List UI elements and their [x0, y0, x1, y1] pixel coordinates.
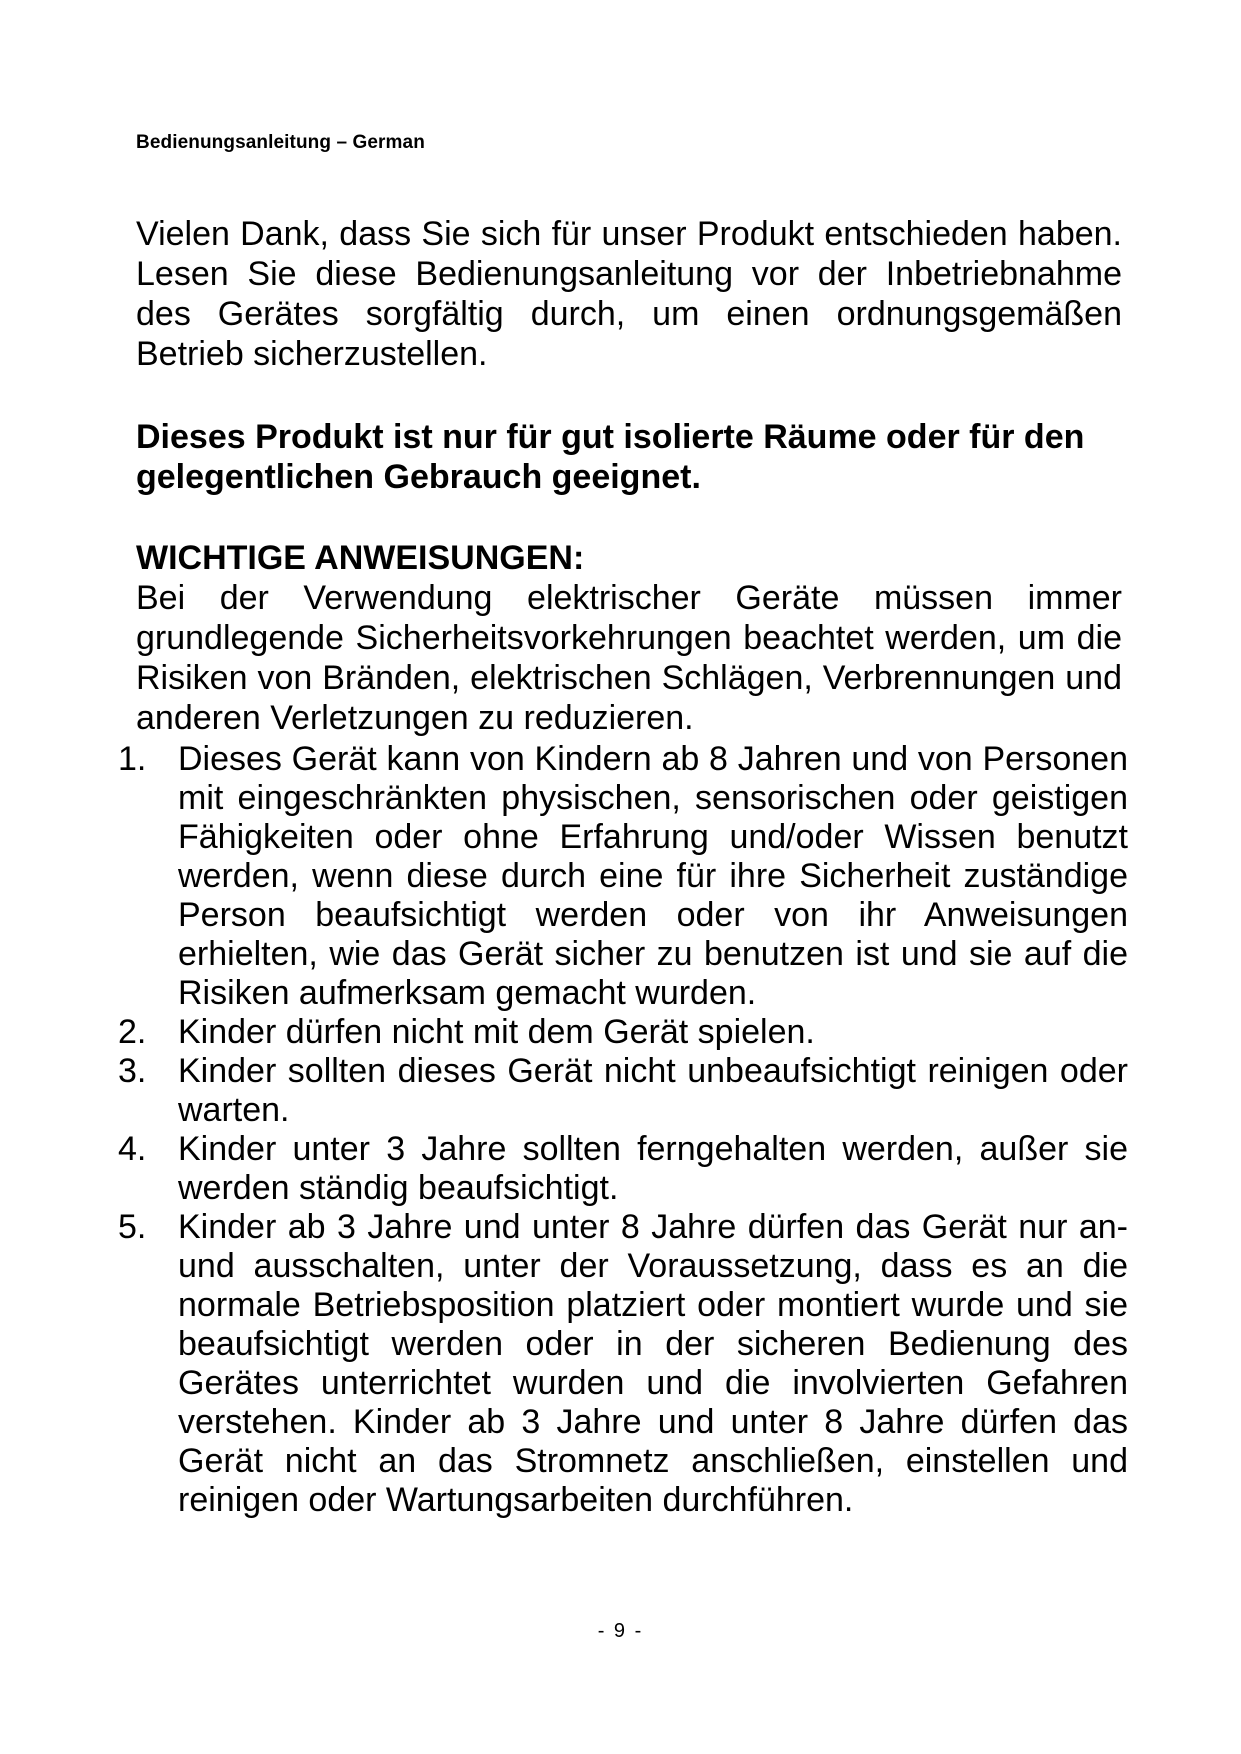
section-intro-paragraph: Bei der Verwendung elektrischer Geräte müssen immer grundlegende Sicherheitsvorkehrungen beachtet werden, um die Risiken von Bränden, elektrischen Schlägen, Verbrennungen und anderen Verletzungen zu reduzieren.	[136, 579, 1122, 737]
list-item-text: Kinder ab 3 Jahre und unter 8 Jahre dürfen das Gerät nur an- und ausschalten, unter der Voraussetzung, dass es an die normale Betriebsposition platziert oder montiert wurde und sie beaufsichtigt werden oder in der sicheren Bedienung des Gerätes unterrichtet wurden und die involvierten Gefahren verstehen. Kinder ab 3 Jahre und unter 8 Jahre dürfen das Gerät nicht an das Stromnetz anschließen, einstellen und reinigen oder Wartungsarbeiten durchführen.	[178, 1208, 1128, 1519]
list-item	[118, 740, 1128, 1013]
usage-notice: Dieses Produkt ist nur für gut isolierte Räume oder für den gelegentlichen Gebrauch geeignet.	[136, 418, 1085, 496]
document-header: Bedienungsanleitung – German	[136, 132, 425, 153]
list-item-text: Kinder dürfen nicht mit dem Gerät spielen.	[178, 1013, 815, 1051]
list-item-number: 5.	[118, 1208, 147, 1246]
list-item-number: 3.	[118, 1052, 147, 1090]
list-item-text: Kinder unter 3 Jahre sollten ferngehalten werden, außer sie werden ständig beaufsichtigt.	[178, 1130, 1128, 1207]
list-item	[118, 1208, 1128, 1520]
list-item-number: 4.	[118, 1130, 147, 1168]
list-item	[118, 1052, 1128, 1130]
list-item	[118, 1130, 1128, 1208]
list-item-number: 2.	[118, 1013, 147, 1051]
section-heading: WICHTIGE ANWEISUNGEN:	[136, 539, 585, 577]
list-item-number: 1.	[118, 740, 147, 778]
list-item-text: Dieses Gerät kann von Kindern ab 8 Jahren und von Personen mit eingeschränkten physischen, sensorischen oder geistigen Fähigkeiten oder ohne Erfahrung und/oder Wissen benutzt werden, wenn diese durch eine für ihre Sicherheit zuständige Person beaufsichtigt werden oder von ihr Anweisungen erhielten, wie das Gerät sicher zu benutzen ist und sie auf die Risiken aufmerksam gemacht wurden.	[178, 740, 1128, 1012]
list-item-text: Kinder sollten dieses Gerät nicht unbeaufsichtigt reinigen oder warten.	[178, 1052, 1128, 1129]
instructions-list	[118, 740, 1128, 1520]
page-number: - 9 -	[597, 1620, 644, 1642]
intro-paragraph: Vielen Dank, dass Sie sich für unser Produkt entschieden haben. Lesen Sie diese Bedienungsanleitung vor der Inbetriebnahme des Gerätes sorgfältig durch, um einen ordnungsgemäßen Betrieb sicherzustellen.	[136, 215, 1122, 373]
list-item	[118, 1013, 1128, 1052]
